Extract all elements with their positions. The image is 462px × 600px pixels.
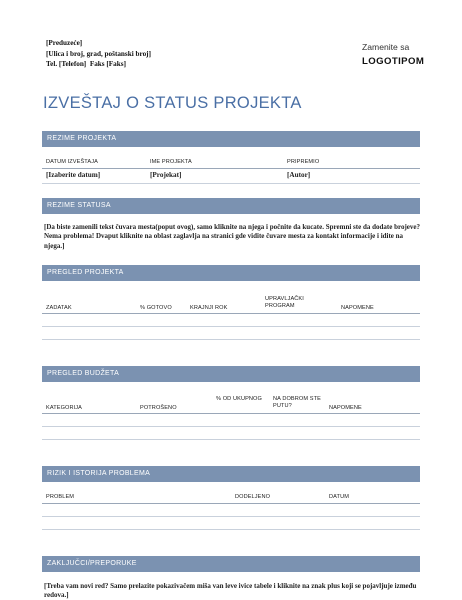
company-contact — [46, 59, 151, 70]
header-percent-done: % GOTOVO — [140, 305, 172, 311]
section-band-project-overview: PREGLED PROJEKTA — [42, 265, 420, 281]
header-due-date: KRAJNJI ROK — [190, 305, 228, 311]
header-spent: POTROŠENO — [140, 405, 177, 411]
logo-placeholder[interactable] — [362, 42, 424, 67]
header-percent-of-total: % OD UKUPNOG — [216, 396, 262, 402]
status-summary-text[interactable]: [Da biste zamenili tekst čuvara mesta(poput ovog), samo kliknite na njega i počnite da kucate. Spremni ste da dodate brojeve? Nema problema! Dvaput kliknite na oblast zaglavlja na stranici gde vidite čuvare mesta za kontakt informacije i idite na njega.] — [44, 223, 420, 250]
header-prepared-by: PRIPREMIO — [287, 159, 320, 165]
phone-value[interactable]: [Telefon] — [58, 60, 87, 69]
section-band-risk-history: RIZIK I ISTORIJA PROBLEMA — [42, 466, 420, 482]
company-name[interactable]: [Preduzeće] — [46, 39, 83, 47]
report-title: IZVEŠTAJ O STATUS PROJEKTA — [43, 94, 302, 112]
header-category: KATEGORIJA — [46, 405, 83, 411]
header-on-track: NA DOBROM STE PUTU? — [273, 396, 321, 409]
section-band-conclusions: ZAKLJUČCI/PREPORUKE — [42, 556, 420, 572]
logo-text: LOGOTIPOM — [362, 56, 425, 67]
phone-label: Tel. — [46, 60, 58, 69]
header-date: DATUM — [329, 494, 349, 500]
report-date-value[interactable]: [Izaberite datum] — [46, 171, 101, 179]
table-row[interactable] — [42, 516, 420, 517]
table-row[interactable] — [42, 326, 420, 327]
table-row[interactable] — [42, 439, 420, 440]
header-task: ZADATAK — [46, 305, 72, 311]
company-address[interactable]: [Ulica i broj, grad, poštanski broj] — [46, 49, 151, 58]
conclusions-text[interactable]: [Treba vam novi red? Samo prelazite pokazivačem miša van leve ivice tabele i kliknite na znak plus koji se pojavljuje između redova.] — [44, 582, 417, 600]
project-name-value[interactable]: [Projekat] — [150, 171, 182, 179]
table-row[interactable] — [42, 426, 420, 427]
logo-replace-text: Zamenite sa — [362, 42, 410, 52]
divider — [42, 413, 420, 414]
divider — [42, 313, 420, 314]
header-driver: UPRAVLJAČKI PROGRAM — [265, 296, 304, 309]
fax-label: Faks — [89, 60, 105, 69]
divider — [42, 168, 420, 169]
header-project-name: IME PROJEKTA — [150, 159, 192, 165]
divider — [42, 183, 420, 184]
header-issue: PROBLEM — [46, 494, 75, 500]
table-row[interactable] — [42, 529, 420, 530]
fax-value[interactable]: [Faks] — [106, 60, 126, 69]
header-assigned: DODELJENO — [235, 494, 271, 500]
author-value[interactable]: [Autor] — [287, 171, 311, 179]
header-budget-notes: NAPOMENE — [329, 405, 362, 411]
section-band-budget-overview: PREGLED BUDŽETA — [42, 366, 420, 382]
section-band-project-summary: REZIME PROJEKTA — [42, 131, 420, 147]
table-row[interactable] — [42, 339, 420, 340]
divider — [42, 503, 420, 504]
header-report-date: DATUM IZVEŠTAJA — [46, 159, 98, 165]
section-band-status-summary: REZIME STATUSA — [42, 198, 420, 214]
company-info — [46, 38, 151, 70]
header-notes: NAPOMENE — [341, 305, 374, 311]
